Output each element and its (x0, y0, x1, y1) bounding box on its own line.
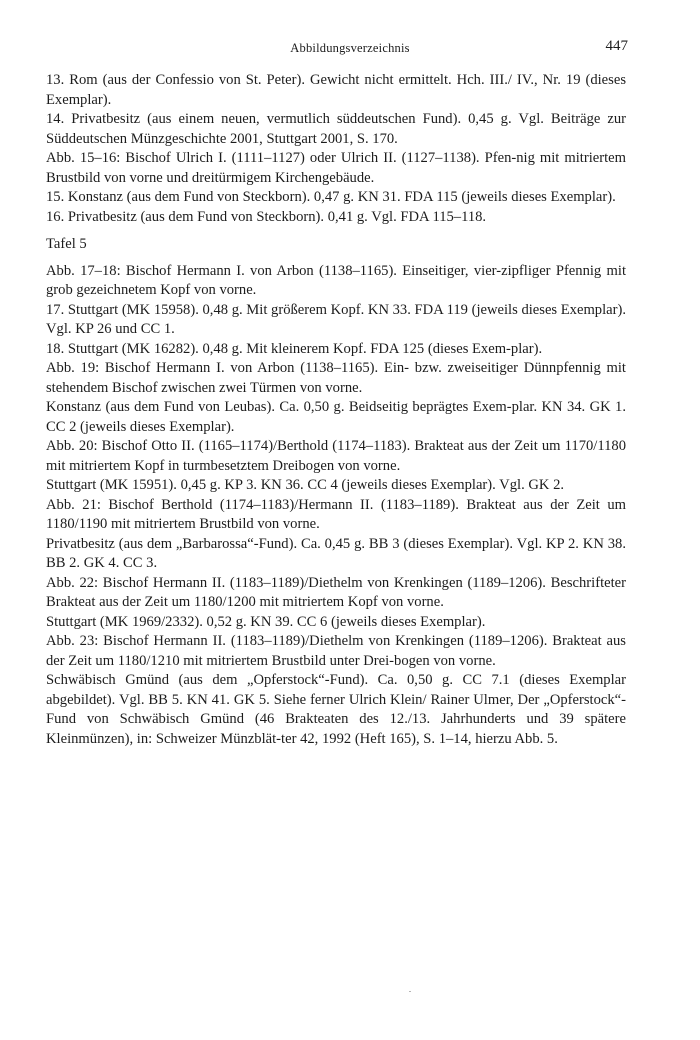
section-heading-tafel-5: Tafel 5 (46, 236, 87, 252)
entry-22-detail: Stuttgart (MK 1969/2332). 0,52 g. KN 39. CC 6 (jeweils dieses Exemplar). (46, 613, 486, 630)
scan-speck (409, 991, 411, 992)
figure-list (46, 71, 626, 749)
entry-18: 18. Stuttgart (MK 16282). 0,48 g. Mit kleinerem Kopf. FDA 125 (dieses Exem-plar). (46, 340, 543, 357)
entry-abb-19: Abb. 19: Bischof Hermann I. von Arbon (1138–1165). Ein- bzw. zweiseitiger Dünnpfennig mit stehendem Bischof zwischen zwei Türmen von vorne. (46, 360, 626, 396)
page-number: 447 (605, 38, 628, 54)
entry-abb-23: Abb. 23: Bischof Hermann II. (1183–1189)/Diethelm von Krenkingen (1189–1206). Brakteat aus der Zeit um 1180/1210 mit mitriertem Brustbild unter Drei-bogen von vorne. (46, 633, 626, 669)
entry-abb-17-18: Abb. 17–18: Bischof Hermann I. von Arbon (1138–1165). Einseitiger, vier-zipfliger Pfennig mit grob gezeichnetem Kopf von vorne. (46, 262, 626, 298)
entry-23-detail: Schwäbisch Gmünd (aus dem „Opferstock“-Fund). Ca. 0,50 g. CC 7.1 (dieses Exemplar abgebildet). Vgl. BB 5. KN 41. GK 5. Siehe ferner Ulrich Klein/ Rainer Ulmer, Der „Opferstock“-Fund von Schwäbisch Gmünd (46 Brakteaten des 12./13. Jahrhunderts und 39 spätere Kleinmünzen), in: Schweizer Münzblät-ter 42, 1992 (Heft 165), S. 1–14, hierzu Abb. 5. (46, 672, 626, 747)
entry-14: 14. Privatbesitz (aus einem neuen, vermutlich süddeutschen Fund). 0,45 g. Vgl. Beiträge zur Süddeutschen Münzgeschichte 2001, Stuttgart 2001, S. 170. (46, 111, 626, 147)
entry-15: 15. Konstanz (aus dem Fund von Steckborn). 0,47 g. KN 31. FDA 115 (jeweils dieses Exemplar). (46, 189, 616, 205)
entry-20-detail: Stuttgart (MK 15951). 0,45 g. KP 3. KN 36. CC 4 (jeweils dieses Exemplar). Vgl. GK 2. (46, 477, 565, 493)
entry-13: 13. Rom (aus der Confessio von St. Peter). Gewicht nicht ermittelt. Hch. III./ IV., Nr. 19 (dieses Exemplar). (46, 72, 626, 108)
entry-abb-21: Abb. 21: Bischof Berthold (1174–1183)/Hermann II. (1183–1189). Brakteat aus der Zeit um 1180/1190 mit mitriertem Brustbild von vorne. (46, 496, 626, 532)
entry-21-detail: Privatbesitz (aus dem „Barbarossa“-Fund). Ca. 0,45 g. BB 3 (dieses Exemplar). Vgl. KP 2. KN 38. BB 2. GK 4. CC 3. (46, 535, 626, 571)
running-header-title: Abbildungsverzeichnis (290, 41, 410, 55)
entry-17: 17. Stuttgart (MK 15958). 0,48 g. Mit größerem Kopf. KN 33. FDA 119 (jeweils dieses Exemplar). Vgl. KP 26 und CC 1. (46, 301, 626, 337)
entry-abb-22: Abb. 22: Bischof Hermann II. (1183–1189)/Diethelm von Krenkingen (1189–1206). Beschrifteter Brakteat aus der Zeit um 1180/1200 mit mitriertem Kopf von vorne. (46, 574, 626, 610)
entry-19-detail: Konstanz (aus dem Fund von Leubas). Ca. 0,50 g. Beidseitig beprägtes Exem-plar. KN 34. GK 1. CC 2 (jeweils dieses Exemplar). (46, 399, 626, 435)
entry-abb-20: Abb. 20: Bischof Otto II. (1165–1174)/Berthold (1174–1183). Brakteat aus der Zeit um 1170/1180 mit mitriertem Kopf in turmbesetztem Dreibogen von vorne. (46, 438, 626, 474)
entry-abb-15-16: Abb. 15–16: Bischof Ulrich I. (1111–1127) oder Ulrich II. (1127–1138). Pfen-nig mit mitriertem Brustbild von vorne und dreitürmigem Kirchengebäude. (46, 150, 626, 186)
entry-16: 16. Privatbesitz (aus dem Fund von Steckborn). 0,41 g. Vgl. FDA 115–118. (46, 208, 487, 225)
